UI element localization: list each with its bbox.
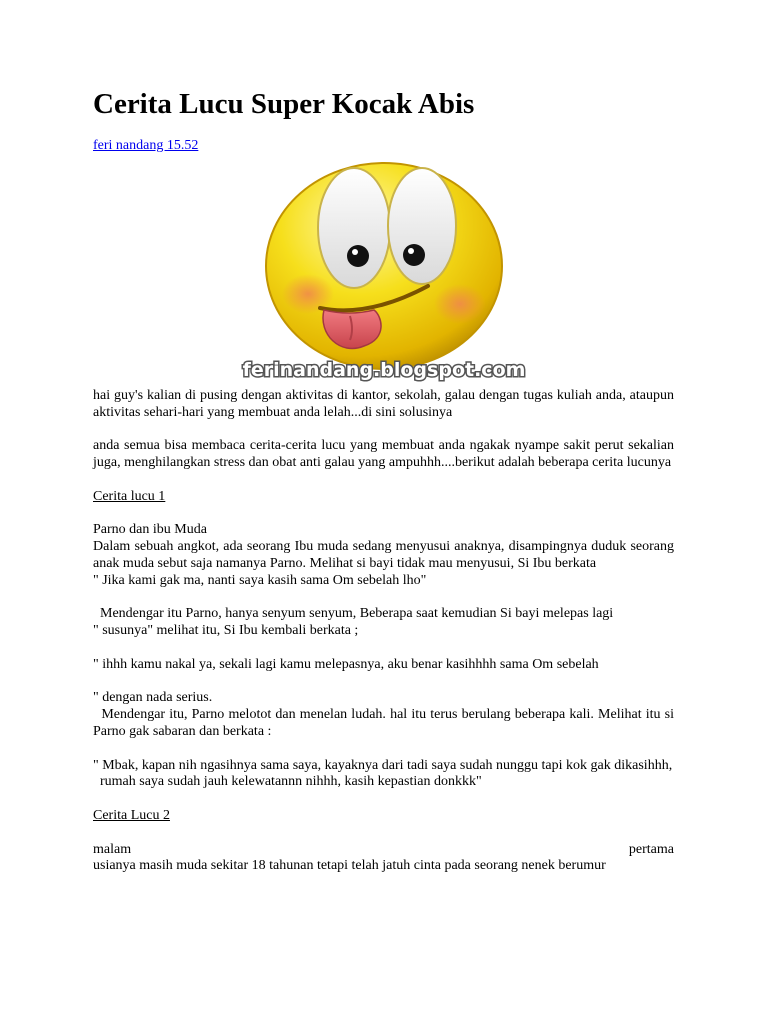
story1-heading: Cerita lucu 1 <box>93 488 166 504</box>
intro-paragraph: anda semua bisa membaca cerita-cerita lucu yang membuat anda ngakak nyampe sakit perut sekalian juga, menghilangkan stress dan obat anti galau yang ampuhhh....berikut adalah beberapa cerita lucunya <box>93 438 674 471</box>
right-eye <box>388 168 456 284</box>
story1-paragraph: Dalam sebuah angkot, ada seorang Ibu muda sedang menyusui anaknya, disampingnya duduk seorang anak muda sebut saja namanya Parno. Melihat si bayi tidak mau menyusui, Si Ibu berkata <box>93 539 674 571</box>
story1-paragraph: Mendengar itu Parno, hanya senyum senyum, Beberapa saat kemudian Si bayi melepas lagi <box>93 606 614 622</box>
story2-paragraph: usianya masih muda sekitar 18 tahunan tetapi telah jatuh cinta pada seorang nenek berumur <box>93 858 606 874</box>
story1-paragraph: " dengan nada serius. <box>93 690 213 706</box>
story1-paragraph: " Jika kami gak ma, nanti saya kasih sama Om sebelah lho" <box>93 572 427 588</box>
story2-heading: Cerita Lucu 2 <box>93 807 170 823</box>
author-link[interactable]: feri nandang 15.52 <box>93 138 199 153</box>
story1-paragraph: " susunya" melihat itu, Si Ibu kembali berkata ; <box>93 623 359 639</box>
story2-first-line <box>93 842 674 859</box>
story1-paragraph: " Mbak, kapan nih ngasihnya sama saya, kayaknya dari tadi saya sudah nunggu tapi kok gak dikasihhh, <box>93 757 673 773</box>
page-title: Cerita Lucu Super Kocak Abis <box>93 88 475 120</box>
left-eye <box>318 168 390 288</box>
story1-paragraph: " ihhh kamu nakal ya, sekali lagi kamu melepasnya, aku benar kasihhhh sama Om sebelah <box>93 656 599 672</box>
story1-paragraph: Mendengar itu, Parno melotot dan menelan ludah. hal itu terus berulang beberapa kali. Melihat itu si Parno gak sabaran dan berkata : <box>93 707 706 739</box>
story2-word-left: malam <box>93 841 132 857</box>
intro-paragraph: hai guy's kalian di pusing dengan aktivitas di kantor, sekolah, galau dengan tugas kuliah anda, ataupun aktivitas sehari-hari yang membuat anda lelah...di sini solusinya <box>93 388 674 420</box>
watermark-text: ferinandang.blogspot.com <box>242 359 526 381</box>
story2-word-right: pertama <box>628 841 674 857</box>
left-pupil <box>347 245 369 267</box>
smiley-emoticon-image <box>242 158 526 386</box>
right-cheek <box>434 284 486 324</box>
article-body <box>93 388 706 875</box>
right-pupil <box>403 244 425 266</box>
story1-paragraph: rumah saya sudah jauh kelewatannn nihhh, kasih kepastian donkkk" <box>93 774 482 790</box>
story1-subtitle: Parno dan ibu Muda <box>93 522 207 538</box>
